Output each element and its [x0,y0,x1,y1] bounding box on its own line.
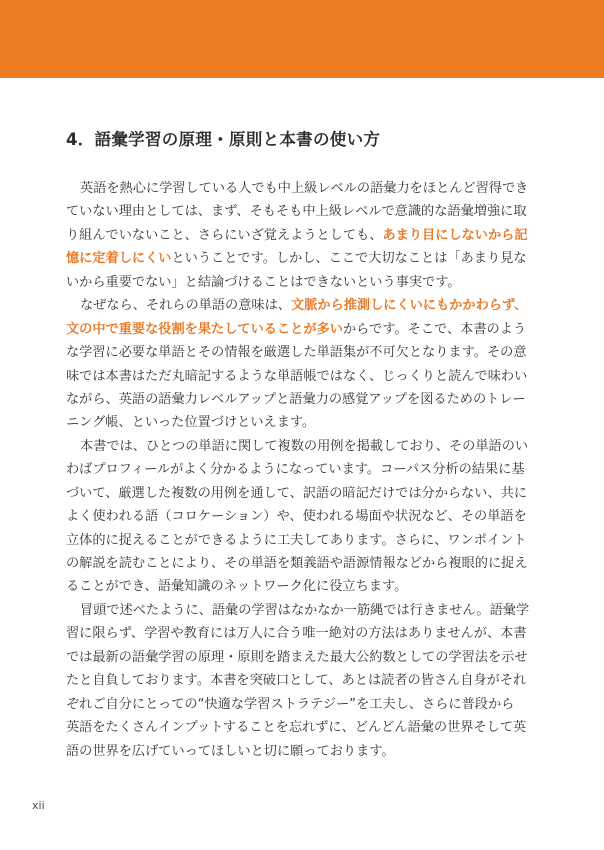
text-run: 本書では、ひとつの単語に関して複数の用例を掲載しており、その単語のい [80,438,529,454]
text-run: からです。そこで、本書のよう [342,321,527,337]
text-line [66,271,538,294]
text-line [66,622,538,645]
highlighted-text: 文脈から推測しにくいにもかかわらず、 [291,298,528,314]
text-run: 語の世界を広げていってほしいと切に願っております。 [66,743,395,759]
text-run: り組んでいないこと、さらにいざ覚えようとしても、 [66,227,383,243]
text-run: いから重要でない」と結論づけることはできないという事実です。 [66,274,461,290]
text-line [66,177,538,200]
text-run: なぜなら、それらの単語の意味は、 [80,298,291,314]
text-line [66,294,538,317]
highlighted-text: 憶に定着しにくい [66,251,172,267]
text-line [66,247,538,270]
highlighted-text: 文の中で重要な役割を果たしていることが多い [66,321,343,337]
text-run: 英語を熱心に学習している人でも中上級レベルの語彙力をほとんど習得でき [80,181,529,196]
text-run: な学習に必要な単語とその情報を厳選した単語集が不可欠となります。その意 [66,345,527,361]
text-line [66,458,538,481]
text-line [66,646,538,669]
text-run: の解説を読むことにより、その単語を類義語や語源情報などから複眼的に捉え [66,556,528,571]
text-line [66,411,538,434]
text-line [66,599,538,622]
page-number: xii [32,799,45,812]
text-run: ニング帳、といった位置づけといえます。 [66,415,316,431]
text-line [66,435,538,458]
text-line [66,341,538,364]
text-run: 習に限らず、学習や教育には万人に合う唯一絶対の方法はありませんが、本書 [66,626,527,642]
text-run: 立体的に捉えることができるように工夫してあります。さらに、ワンポイント [66,532,527,548]
body-text [66,177,538,763]
text-line [66,505,538,528]
text-run: 英語をたくさんインプットすることを忘れずに、どんどん語彙の世界そして英 [66,720,527,736]
text-line [66,365,538,388]
text-run: ということです。しかし、ここで大切なことは「あまり見な [171,251,527,267]
text-line [66,388,538,411]
text-line [66,575,538,598]
section-heading: 4．語彙学習の原理・原則と本書の使い方 [66,130,381,149]
text-run: 冒頭で述べたように、語彙の学習はなかなか一筋縄では行きません。語彙学 [80,602,530,618]
text-line [66,318,538,341]
text-run: では最新の語彙学習の原理・原則を踏まえた最大公約数としての学習法を示せ [66,649,528,665]
highlighted-text: あまり目にしないから記 [382,227,528,243]
text-line [66,482,538,505]
text-line [66,693,538,716]
text-run: よく使われる語（コロケーション）や、使われる場面や状況など、その単語を [66,509,527,525]
text-run: たと自負しております。本書を突破口として、あとは読者の皆さん自身がそれ [66,673,527,689]
text-line [66,669,538,692]
text-run: ることができ、語彙知識のネットワーク化に役立ちます。 [66,579,408,595]
text-line [66,529,538,552]
text-run: わばプロフィールがよく分かるようになっています。コーパス分析の結果に基 [66,462,525,478]
text-line [66,224,538,247]
text-run: 味では本書はただ丸暗記するような単語帳ではなく、じっくりと読んで味わい [66,368,528,384]
text-line [66,716,538,739]
text-run: ながら、英語の語彙力レベルアップと語彙力の感覚アップを図るためのトレー [66,391,526,407]
text-run: ぞれご自分にとっての“快適な学習ストラテジー”を工夫し、さらに普段から [66,696,515,712]
header-band [0,0,604,78]
text-run: ていない理由としては、まず、そもそも中上級レベルで意識的な語彙増強に取 [66,204,527,220]
text-run: づいて、厳選した複数の用例を通して、訳語の暗記だけでは分からない、共に [66,485,528,501]
text-line [66,740,538,763]
text-line [66,552,538,575]
text-line [66,200,538,223]
